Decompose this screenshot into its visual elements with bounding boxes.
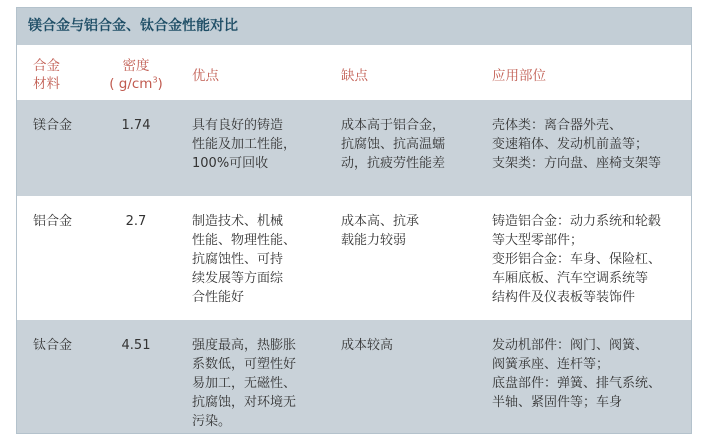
table-row: [17, 196, 691, 320]
table-row: [17, 320, 691, 434]
table-title: 镁合金与铝合金、钛合金性能对比: [17, 8, 691, 45]
table-row: [17, 100, 691, 196]
applications-cell: 铸造铝合金：动力系统和轮毂 等大型零部件； 变形铝合金：车身、保险杠、 车厢底板、汽车空调系统等 结构件及仪表板等装饰件: [492, 214, 662, 305]
header-density: 密度 ( $g/cm^3$): [109, 58, 163, 92]
applications-cell: 发动机部件：阀门、阀簧、 阀簧承座、连杆等； 底盘部件：弹簧、排气系统、 半轴、紧固件等；车身: [492, 338, 662, 410]
advantages-cell: 强度最高，热膨胀 系数低，可塑性好 易加工，无磁性、 抗腐蚀，对环境无 污染。: [192, 338, 297, 429]
advantages-cell: 制造技术、机械 性能、物理性能、 抗腐蚀性、可持 续发展等方面综 合性能好: [192, 214, 297, 305]
material-cell: 铝合金: [33, 214, 73, 229]
header-material: 合金 材料: [33, 58, 60, 92]
comparison-table: [16, 7, 692, 434]
header-disadvantages: 缺点: [341, 68, 368, 84]
disadvantages-cell: 成本高、抗承 载能力较弱: [341, 214, 420, 248]
material-cell: 钛合金: [33, 338, 73, 353]
density-cell: 4.51: [121, 338, 151, 353]
disadvantages-cell: 成本高于铝合金， 抗腐蚀、抗高温蠕 动，抗疲劳性能差: [341, 118, 446, 171]
disadvantages-cell: 成本较高: [341, 338, 394, 353]
header-applications: 应用部位: [492, 68, 546, 84]
density-cell: 1.74: [121, 118, 151, 133]
material-cell: 镁合金: [33, 118, 73, 133]
table-header-row: [17, 45, 691, 100]
header-advantages: 优点: [192, 68, 219, 84]
applications-cell: 壳体类：离合器外壳、 变速箱体、发动机前盖等； 支架类：方向盘、座椅支架等: [492, 118, 662, 171]
density-cell: 2.7: [125, 214, 147, 229]
advantages-cell: 具有良好的铸造 性能及加工性能， 100%可回收: [192, 118, 297, 171]
